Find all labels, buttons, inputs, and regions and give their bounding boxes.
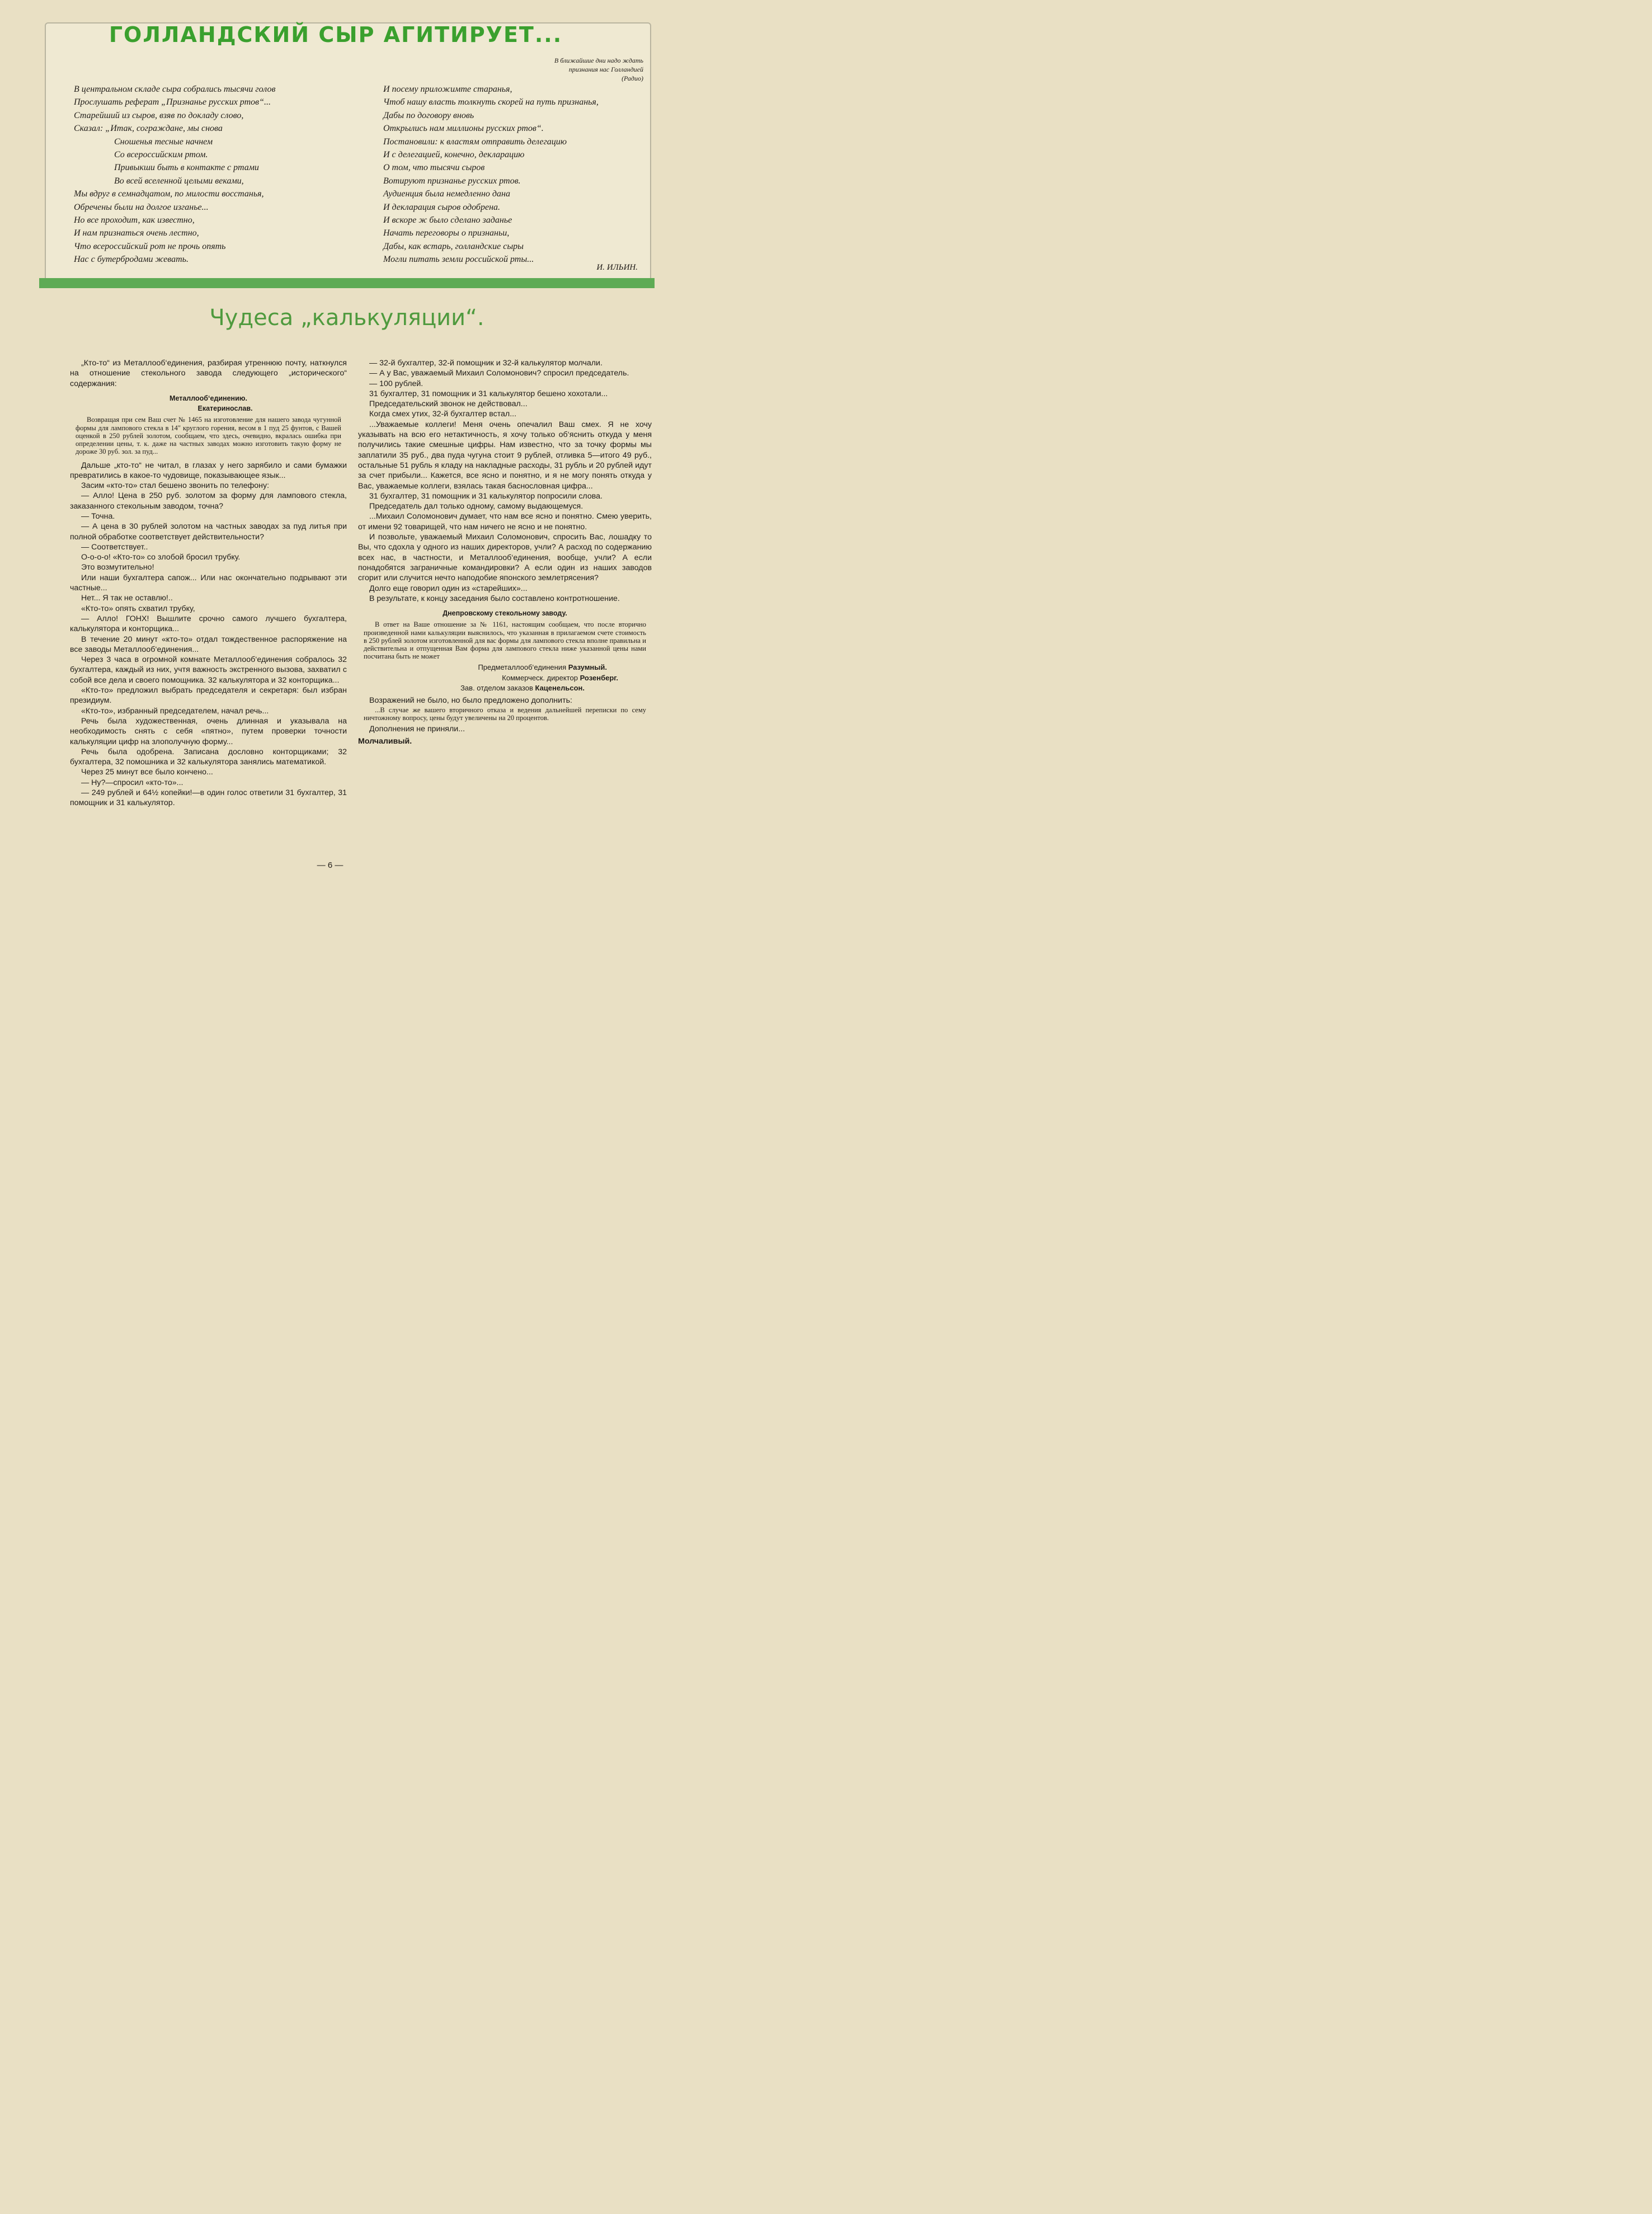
- signature-role: Коммерческ. директор: [502, 673, 578, 682]
- paragraph: — 100 рублей.: [369, 379, 423, 388]
- signature-name: Каценельсон.: [535, 684, 585, 693]
- poem-line: Сказал: „Итак, сограждане, мы снова: [74, 124, 223, 134]
- signature-role: Предметаллооб‘единения: [478, 663, 567, 672]
- paragraph: О-о-о-о! «Кто-то» со злобой бросил трубку.: [81, 553, 241, 562]
- paragraph: «Кто-то» опять схватил трубку,: [81, 604, 195, 613]
- paragraph: ...Уважаемые коллеги! Меня очень опечалил Ваш смех. Я не хочу указывать на всю его нетактичность, я хочу только об‘яснить откуда у меня получились такие смешные цифры. Нам известно, что за точку формы мы заплатили 35 руб., два пуда чугуна стоит 9 рублей, отливка 5—итого 49 руб., остальные 51 рубль я кладу на накладные расходы, 31 рубль и 20 рублей идут за счет прибыли... Кажется, все ясно и понятно, и я не могу понять откуда у Вас, уважаемые коллеги, взялась такая баснословная цифра...: [358, 420, 652, 491]
- article-intro: „Кто-то“ из Металлооб‘единения, разбирая утреннюю почту, наткнулся на отношение стекольного завода следующего „исторического“ содержания:: [70, 359, 347, 388]
- epigraph-line: В ближайшие дни надо ждать: [554, 57, 643, 64]
- paragraph: Долго еще говорил один из «старейших»...: [369, 584, 528, 593]
- paragraph: Нет... Я так не оставлю!..: [81, 594, 173, 603]
- paragraph: Председатель дал только одному, самому выдающемуся.: [369, 502, 583, 511]
- paragraph: — Алло! ГОНХ! Вышлите срочно самого лучшего бухгалтера, калькулятора и конторщика...: [70, 614, 347, 634]
- poem-line: Но все проходит, как известно,: [74, 215, 195, 225]
- poem-line: Что всероссийский рот не прочь опять: [74, 241, 226, 251]
- paragraph: — А цена в 30 рублей золотом на частных заводах за пуд литья при полной обработке соответствует действительности?: [70, 522, 347, 542]
- signature: [358, 683, 652, 693]
- poem-line: Нас с бутербродами жевать.: [74, 255, 189, 265]
- letter-address: Днепровскому стекольному заводу.: [443, 609, 567, 618]
- poem-line: Постановили: к властям отправить делегацию: [383, 137, 567, 147]
- article-title: Чудеса „калькуляции“.: [209, 305, 484, 331]
- page-number: — 6 —: [317, 861, 343, 870]
- poem-line: Открылись нам миллионы русских ртов“.: [383, 124, 544, 134]
- poem-line: Дабы, как встарь, голландские сыры: [383, 241, 524, 251]
- article-right-column: [358, 358, 652, 747]
- paragraph: ...Михаил Соломонович думает, что нам все ясно и понятно. Смею уверить, от имени 92 товарищей, что нам ничего не ясно и не понятно.: [358, 512, 652, 532]
- paragraph: И позвольте, уважаемый Михаил Соломонович, спросить Вас, лошадку то Вы, что сдохла у одного из наших директоров, учли? А расход по содержанию всех нас, в частности, и Металлооб‘единения, вообще, учли? А если понадобятся заграничные командировки? А если один из наших заводов сгорит или случится нечто наподобие японского землетрясения?: [358, 533, 652, 583]
- poem-line: Во всей вселенной целыми веками,: [114, 176, 244, 186]
- paragraph: Засим «кто-то» стал бешено звонить по телефону:: [81, 481, 270, 491]
- signature-name: Разумный.: [568, 663, 607, 672]
- poem-line: Вотируют признанье русских ртов.: [383, 176, 521, 186]
- poem-line: Старейший из сыров, взяв по докладу слово,: [74, 110, 244, 120]
- poem-line: О том, что тысячи сыров: [383, 163, 485, 173]
- paragraph: В течение 20 минут «кто-то» отдал тождественное распоряжение на все заводы Металлооб‘единения...: [70, 634, 347, 654]
- paragraph: 31 бухгалтер, 31 помощник и 31 калькулятор попросили слова.: [369, 491, 603, 501]
- paragraph: «Кто-то», избранный председателем, начал речь...: [81, 706, 269, 716]
- signature-name: Розенберг.: [580, 673, 618, 682]
- poem-left-column: [74, 83, 320, 266]
- paragraph: Это возмутительно!: [81, 563, 154, 572]
- paragraph: Через 3 часа в огромной комнате Металлооб‘единения собралось 32 бухгалтера, каждый из них, учтя важность экстренного вызова, захватил с собой все дела и своего помощника. 32 калькулятора и 32 конторщика...: [70, 655, 347, 685]
- letter-address: Екатеринослав.: [197, 405, 253, 413]
- poem-line: И посему приложимте старанья,: [383, 84, 512, 94]
- poem-line: В центральном складе сыра собрались тысячи голов: [74, 84, 276, 94]
- letter-address: Металлооб‘единению.: [170, 394, 247, 402]
- poem-line: Прослушать реферат „Признанье русских ртов“...: [74, 97, 271, 107]
- paragraph: Через 25 минут все было кончено...: [81, 768, 213, 777]
- paragraph: Речь была одобрена. Записана дословно конторщиками; 32 бухгалтера, 32 помошника и 32 калькулятора занялись математикой.: [70, 747, 347, 767]
- section-divider: [39, 278, 655, 288]
- article-left-column: [70, 358, 347, 808]
- paragraph: — А у Вас, уважаемый Михаил Соломонович? спросил председатель.: [369, 369, 629, 378]
- letter-text: ...В случае же вашего вторичного отказа и ведения дальнейшей переписки по сему ничтожному вопросу, цены будут увеличены на 20 процентов.: [364, 706, 646, 722]
- poem-title: ГОЛЛАНДСКИЙ СЫР АГИТИРУЕТ...: [109, 22, 563, 47]
- poem-right-column: [383, 83, 641, 266]
- poem-line: И нам признаться очень лестно,: [74, 228, 199, 238]
- poem-line: И вскоре ж было сделано заданье: [383, 215, 512, 225]
- paragraph: Или наши бухгалтера сапож... Или нас окончательно подрывают эти частные...: [70, 573, 347, 593]
- paragraph: Когда смех утих, 32-й бухгалтер встал...: [369, 410, 517, 419]
- poem-line: И с делегацией, конечно, декларацию: [383, 149, 525, 159]
- paragraph: Дальше „кто-то“ не читал, в глазах у него зарябило и сами бумажки превратились в какое-то чудовище, показывающее язык...: [70, 460, 347, 480]
- poem-line: Мы вдруг в семнадцатом, по милости восстанья,: [74, 189, 264, 199]
- paragraph: — 249 рублей и 64½ копейки!—в один голос ответили 31 бухгалтер, 31 помощник и 31 калькулятор.: [70, 788, 347, 808]
- poem-line: Сношенья тесные начнем: [114, 137, 213, 147]
- poem-line: Обречены были на долгое изганье...: [74, 202, 209, 212]
- paragraph: «Кто-то» предложил выбрать председателя и секретаря: был избран президиум.: [70, 686, 347, 706]
- poem-line: Аудиенция была немедленно дана: [383, 189, 510, 199]
- paragraph: 31 бухгалтер, 31 помощник и 31 калькулятор бешено хохотали...: [369, 389, 608, 398]
- poem-line: Со всероссийским ртом.: [114, 149, 208, 159]
- magazine-page: [0, 0, 655, 877]
- epigraph-line: признания нас Голландией: [568, 65, 643, 73]
- signature: [358, 662, 652, 673]
- poem-line: Чтоб нашу власть толкнуть скорей на путь признанья,: [383, 97, 599, 107]
- article-author: Молчаливый.: [358, 737, 412, 746]
- poem-line: Могли питать земли российской рты...: [383, 255, 534, 265]
- signature-role: Зав. отделом заказов: [460, 684, 533, 693]
- paragraph: Речь была художественная, очень длинная и указывала на необходимость снять с себя «пятно», путем проверки точности калькуляции цифр на злополучную форму...: [70, 716, 347, 746]
- letter-text: Возвращая при сем Ваш счет № 1465 на изготовление для нашего завода чугунной формы для лампового стекла в 14" круглого горения, весом в 1 пуд 25 фунтов, с Вашей оценкой в 250 рублей золотом, сообщаем, что здесь, очевидно, вкралась ошибка при определении цены, т. к. даже на частных заводах можно изготовить такую форму не дороже 30 руб. зол. за пуд...: [76, 416, 341, 456]
- paragraph: — 32-й бухгалтер, 32-й помощник и 32-й калькулятор молчали.: [369, 359, 603, 368]
- paragraph: — Точна.: [81, 511, 115, 521]
- paragraph: — Ну?—спросил «кто-то»...: [81, 778, 183, 787]
- poem-line: И декларация сыров одобрена.: [383, 202, 500, 212]
- poem-author: И. ИЛЬИН.: [596, 263, 638, 272]
- paragraph: Дополнения не приняли...: [369, 725, 465, 734]
- letter-text: В ответ на Ваше отношение за № 1161, настоящим сообщаем, что после вторично произведенной нами калькуляции выяснилось, что указанная в прилагаемом счете стоимость в 250 рублей золотом изготовленной для вас формы для лампового стекла вполне правильна и действительна и отпущенная Вам форма для лампового стекла ниже указанной цены нами посчитана быть не может: [364, 621, 646, 661]
- signature: [358, 673, 652, 683]
- paragraph: — Соответствует..: [81, 542, 148, 552]
- paragraph: В результате, к концу заседания было составлено контротношение.: [369, 594, 620, 603]
- paragraph: Возражений не было, но было предложено дополнить:: [369, 696, 572, 706]
- poem-line: Начать переговоры о признаньи,: [383, 228, 510, 238]
- paragraph: Председательский звонок не действовал...: [369, 399, 528, 409]
- poem-line: Дабы по договору вновь: [383, 110, 474, 120]
- epigraph-source: (Радио): [622, 74, 643, 82]
- paragraph: — Алло! Цена в 250 руб. золотом за форму для лампового стекла, заказанного стекольным заводом, точна?: [70, 491, 347, 511]
- poem-line: Привыкши быть в контакте с ртами: [114, 163, 259, 173]
